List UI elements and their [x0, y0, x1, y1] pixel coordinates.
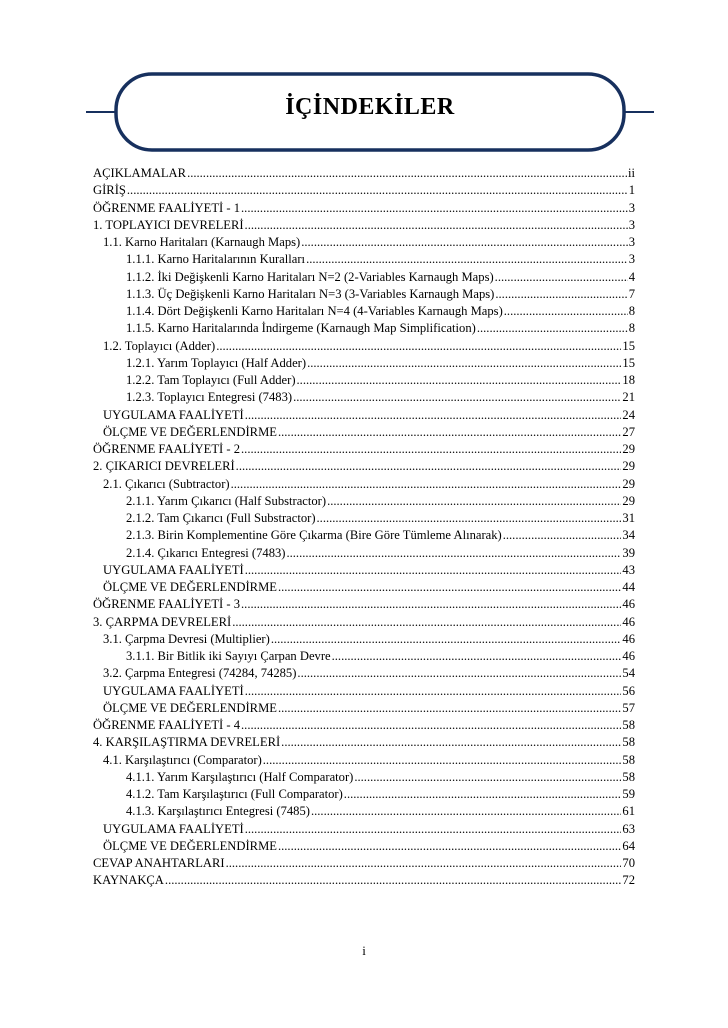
toc-entry[interactable]: [93, 286, 635, 303]
toc-leader-dots: [245, 407, 622, 424]
toc-entry[interactable]: [93, 389, 635, 406]
toc-entry-page: 3: [628, 252, 635, 267]
toc-entry-label: ÖĞRENME FAALİYETİ - 1: [93, 200, 241, 215]
toc-entry-label: 3.1. Çarpma Devresi (Multiplier): [103, 631, 270, 646]
toc-entry-label: 1.1.5. Karno Haritalarında İndirgeme (Karnaugh Map Simplification): [126, 321, 476, 336]
toc-entry-label: UYGULAMA FAALİYETİ: [103, 821, 244, 836]
toc-entry[interactable]: [93, 717, 635, 734]
toc-entry-page: 34: [622, 528, 635, 543]
toc-entry-label: ÖĞRENME FAALİYETİ - 2: [93, 442, 241, 456]
toc-entry[interactable]: [93, 855, 635, 872]
toc-entry[interactable]: [93, 648, 635, 665]
toc-entry-label: 1.2.2. Tam Toplayıcı (Full Adder): [126, 373, 296, 387]
toc-entry-label: 1.1. Karno Haritaları (Karnaugh Maps): [103, 235, 301, 249]
toc-leader-dots: [245, 821, 622, 838]
toc-leader-dots: [297, 665, 621, 682]
toc-entry-page: 29: [622, 459, 635, 474]
toc-leader-dots: [271, 631, 622, 648]
toc-entry[interactable]: [93, 683, 635, 700]
toc-entry-label: 4.1. Karşılaştırıcı (Comparator): [103, 752, 262, 767]
toc-entry-page: 8: [628, 321, 635, 336]
toc-entry-page: 29: [622, 476, 635, 491]
toc-leader-dots: [278, 700, 621, 717]
toc-entry[interactable]: [93, 269, 635, 286]
toc-entry-label: 1. TOPLAYICI DEVRELERİ: [93, 217, 244, 232]
toc-leader-dots: [231, 476, 622, 493]
toc-entry-label: 3. ÇARPMA DEVRELERİ: [93, 614, 232, 629]
toc-entry[interactable]: [93, 372, 635, 389]
toc-leader-dots: [232, 614, 621, 631]
toc-entry-label: 4.1.2. Tam Karşılaştırıcı (Full Comparator): [126, 787, 343, 801]
toc-leader-dots: [241, 596, 621, 613]
toc-entry-label: UYGULAMA FAALİYETİ: [103, 562, 244, 577]
toc-entry-label: 4.1.3. Karşılaştırıcı Entegresi (7485): [126, 804, 310, 819]
toc-entry[interactable]: [93, 769, 635, 786]
toc-leader-dots: [503, 527, 622, 544]
toc-entry[interactable]: [93, 234, 635, 251]
toc-entry-page: 70: [622, 856, 635, 870]
toc-entry-page: 64: [622, 838, 635, 853]
toc-entry-label: ÖLÇME VE DEĞERLENDİRME: [103, 838, 277, 853]
toc-leader-dots: [278, 579, 621, 596]
toc-entry-page: 61: [622, 804, 635, 819]
toc-entry-page: 58: [622, 718, 635, 732]
toc-entry[interactable]: [93, 614, 635, 631]
toc-entry-label: 2.1.4. Çıkarıcı Entegresi (7483): [126, 545, 286, 560]
toc-entry[interactable]: [93, 631, 635, 648]
toc-entry-label: UYGULAMA FAALİYETİ: [103, 407, 244, 422]
toc-entry-page: 3: [628, 217, 635, 232]
toc-entry-label: 1.2.1. Yarım Toplayıcı (Half Adder): [126, 355, 307, 370]
toc-leader-dots: [495, 286, 627, 303]
toc-leader-dots: [165, 872, 621, 889]
toc-entry-label: 3.2. Çarpma Entegresi (74284, 74285): [103, 666, 297, 681]
toc-leader-dots: [477, 320, 628, 337]
toc-entry-label: AÇIKLAMALAR: [93, 166, 187, 180]
toc-entry-page: 46: [622, 649, 635, 663]
toc-leader-dots: [311, 803, 621, 820]
toc-entry[interactable]: [93, 510, 635, 527]
toc-leader-dots: [495, 269, 628, 286]
toc-entry-label: 4.1.1. Yarım Karşılaştırıcı (Half Comparator): [126, 769, 354, 784]
toc-entry-page: 21: [622, 390, 635, 405]
toc-entry-page: 58: [622, 752, 635, 767]
toc-entry[interactable]: [93, 579, 635, 596]
toc-entry-page: 44: [622, 580, 635, 594]
toc-leader-dots: [236, 458, 622, 475]
toc-entry[interactable]: [93, 838, 635, 855]
toc-entry[interactable]: [93, 251, 635, 268]
toc-entry-label: ÖĞRENME FAALİYETİ - 4: [93, 718, 241, 732]
toc-leader-dots: [245, 562, 622, 579]
toc-entry-label: ÖLÇME VE DEĞERLENDİRME: [103, 424, 277, 439]
toc-leader-dots: [187, 165, 627, 182]
toc-entry-label: GİRİŞ: [93, 183, 126, 198]
toc-entry-page: 46: [622, 597, 635, 612]
toc-leader-dots: [226, 855, 622, 872]
toc-leader-dots: [354, 769, 621, 786]
toc-leader-dots: [301, 234, 627, 251]
toc-leader-dots: [216, 338, 621, 355]
toc-entry-label: 3.1.1. Bir Bitlik iki Sayıyı Çarpan Devre: [126, 649, 331, 663]
toc-leader-dots: [286, 545, 621, 562]
toc-entry-page: 3: [628, 235, 635, 249]
toc-entry-label: UYGULAMA FAALİYETİ: [103, 683, 244, 698]
toc-entry-page: 58: [622, 769, 635, 784]
toc-entry-page: 8: [628, 304, 635, 318]
toc-entry[interactable]: [93, 734, 635, 751]
toc-leader-dots: [245, 217, 628, 234]
toc-entry-page: 15: [622, 355, 635, 370]
toc-entry[interactable]: [93, 441, 635, 458]
toc-entry-label: KAYNAKÇA: [93, 873, 164, 888]
toc-entry[interactable]: [93, 407, 635, 424]
toc-entry-label: ÖLÇME VE DEĞERLENDİRME: [103, 580, 277, 594]
toc-leader-dots: [317, 510, 622, 527]
toc-leader-dots: [504, 303, 628, 320]
toc-entry[interactable]: [93, 872, 635, 889]
toc-entry[interactable]: [93, 217, 635, 234]
toc-entry[interactable]: [93, 458, 635, 475]
toc-leader-dots: [241, 717, 621, 734]
toc-entry-page: 59: [622, 787, 635, 801]
toc-entry-label: 1.2. Toplayıcı (Adder): [103, 338, 216, 353]
toc-entry[interactable]: [93, 303, 635, 320]
toc-leader-dots: [306, 251, 628, 268]
toc-leader-dots: [307, 355, 621, 372]
toc-entry-label: 1.1.1. Karno Haritalarının Kuralları: [126, 252, 306, 267]
toc-entry-page: 54: [622, 666, 635, 681]
toc-entry[interactable]: [93, 338, 635, 355]
toc-entry[interactable]: [93, 562, 635, 579]
toc-entry-label: 2.1.2. Tam Çıkarıcı (Full Substractor): [126, 511, 316, 525]
toc-leader-dots: [327, 493, 621, 510]
toc-entry-page: 1: [628, 183, 635, 198]
toc-entry[interactable]: [93, 545, 635, 562]
toc-entry[interactable]: [93, 786, 635, 803]
page-number: i: [362, 943, 366, 958]
toc-entry-label: ÖĞRENME FAALİYETİ - 3: [93, 597, 241, 612]
toc-entry-label: 1.1.4. Dört Değişkenli Karno Haritaları N=4 (4-Variables Karnaugh Maps): [126, 304, 503, 318]
toc-entry[interactable]: [93, 527, 635, 544]
toc-entry-page: 24: [622, 407, 635, 422]
toc-leader-dots: [344, 786, 622, 803]
toc-entry-page: ii: [628, 166, 635, 180]
title-banner: [86, 72, 654, 152]
toc-entry-label: CEVAP ANAHTARLARI: [93, 856, 225, 870]
toc-entry[interactable]: [93, 821, 635, 838]
page-title: İÇİNDEKİLER: [285, 94, 455, 120]
toc-entry-page: 27: [622, 424, 635, 439]
toc-entry[interactable]: [93, 182, 635, 199]
toc-leader-dots: [332, 648, 622, 665]
toc-entry-page: 18: [622, 373, 635, 387]
toc-entry[interactable]: [93, 424, 635, 441]
toc-leader-dots: [263, 752, 622, 769]
toc-entry-page: 43: [622, 562, 635, 577]
toc-leader-dots: [245, 683, 622, 700]
toc-entry-page: 29: [622, 442, 635, 456]
toc-entry-page: 15: [622, 338, 635, 353]
toc-entry-page: 72: [622, 873, 635, 888]
toc-entry-label: 2.1.1. Yarım Çıkarıcı (Half Substractor): [126, 493, 327, 508]
toc-leader-dots: [297, 372, 622, 389]
toc-entry[interactable]: [93, 665, 635, 682]
toc-entry[interactable]: [93, 493, 635, 510]
toc-entry-page: 4: [628, 269, 635, 284]
toc-entry[interactable]: [93, 320, 635, 337]
toc-leader-dots: [127, 182, 628, 199]
toc-entry-label: 1.1.3. Üç Değişkenli Karno Haritaları N=3 (3-Variables Karnaugh Maps): [126, 286, 495, 301]
toc-entry[interactable]: [93, 165, 635, 182]
toc-leader-dots: [278, 838, 621, 855]
toc-entry-page: 56: [622, 683, 635, 698]
toc-leader-dots: [241, 200, 628, 217]
toc-entry[interactable]: [93, 803, 635, 820]
toc-entry-label: 2.1.3. Birin Komplementine Göre Çıkarma (Bire Göre Tümleme Alınarak): [126, 528, 502, 543]
toc-entry[interactable]: [93, 596, 635, 613]
toc-leader-dots: [281, 734, 621, 751]
toc-entry-label: ÖLÇME VE DEĞERLENDİRME: [103, 700, 277, 715]
toc-entry-page: 46: [622, 631, 635, 646]
toc-entry-page: 7: [628, 286, 635, 301]
toc-leader-dots: [278, 424, 621, 441]
toc-entry-page: 63: [622, 821, 635, 836]
toc-entry-label: 4. KARŞILAŞTIRMA DEVRELERİ: [93, 735, 281, 750]
toc-entry-page: 31: [622, 511, 635, 525]
toc-entry-page: 3: [628, 200, 635, 215]
toc-entry[interactable]: [93, 752, 635, 769]
toc-entry[interactable]: [93, 476, 635, 493]
toc-entry-page: 29: [622, 493, 635, 508]
toc-entry[interactable]: [93, 700, 635, 717]
toc-entry-label: 2. ÇIKARICI DEVRELERİ: [93, 459, 235, 474]
toc-entry-label: 1.2.3. Toplayıcı Entegresi (7483): [126, 390, 293, 405]
toc-entry-page: 57: [622, 700, 635, 715]
table-of-contents: [93, 165, 635, 890]
toc-entry-page: 39: [622, 545, 635, 560]
toc-entry-page: 46: [622, 614, 635, 629]
toc-entry[interactable]: [93, 355, 635, 372]
toc-entry-page: 58: [622, 735, 635, 750]
toc-entry[interactable]: [93, 200, 635, 217]
toc-leader-dots: [293, 389, 621, 406]
toc-entry-label: 2.1. Çıkarıcı (Subtractor): [103, 476, 230, 491]
toc-entry-label: 1.1.2. İki Değişkenli Karno Haritaları N=2 (2-Variables Karnaugh Maps): [126, 269, 494, 284]
toc-leader-dots: [241, 441, 621, 458]
